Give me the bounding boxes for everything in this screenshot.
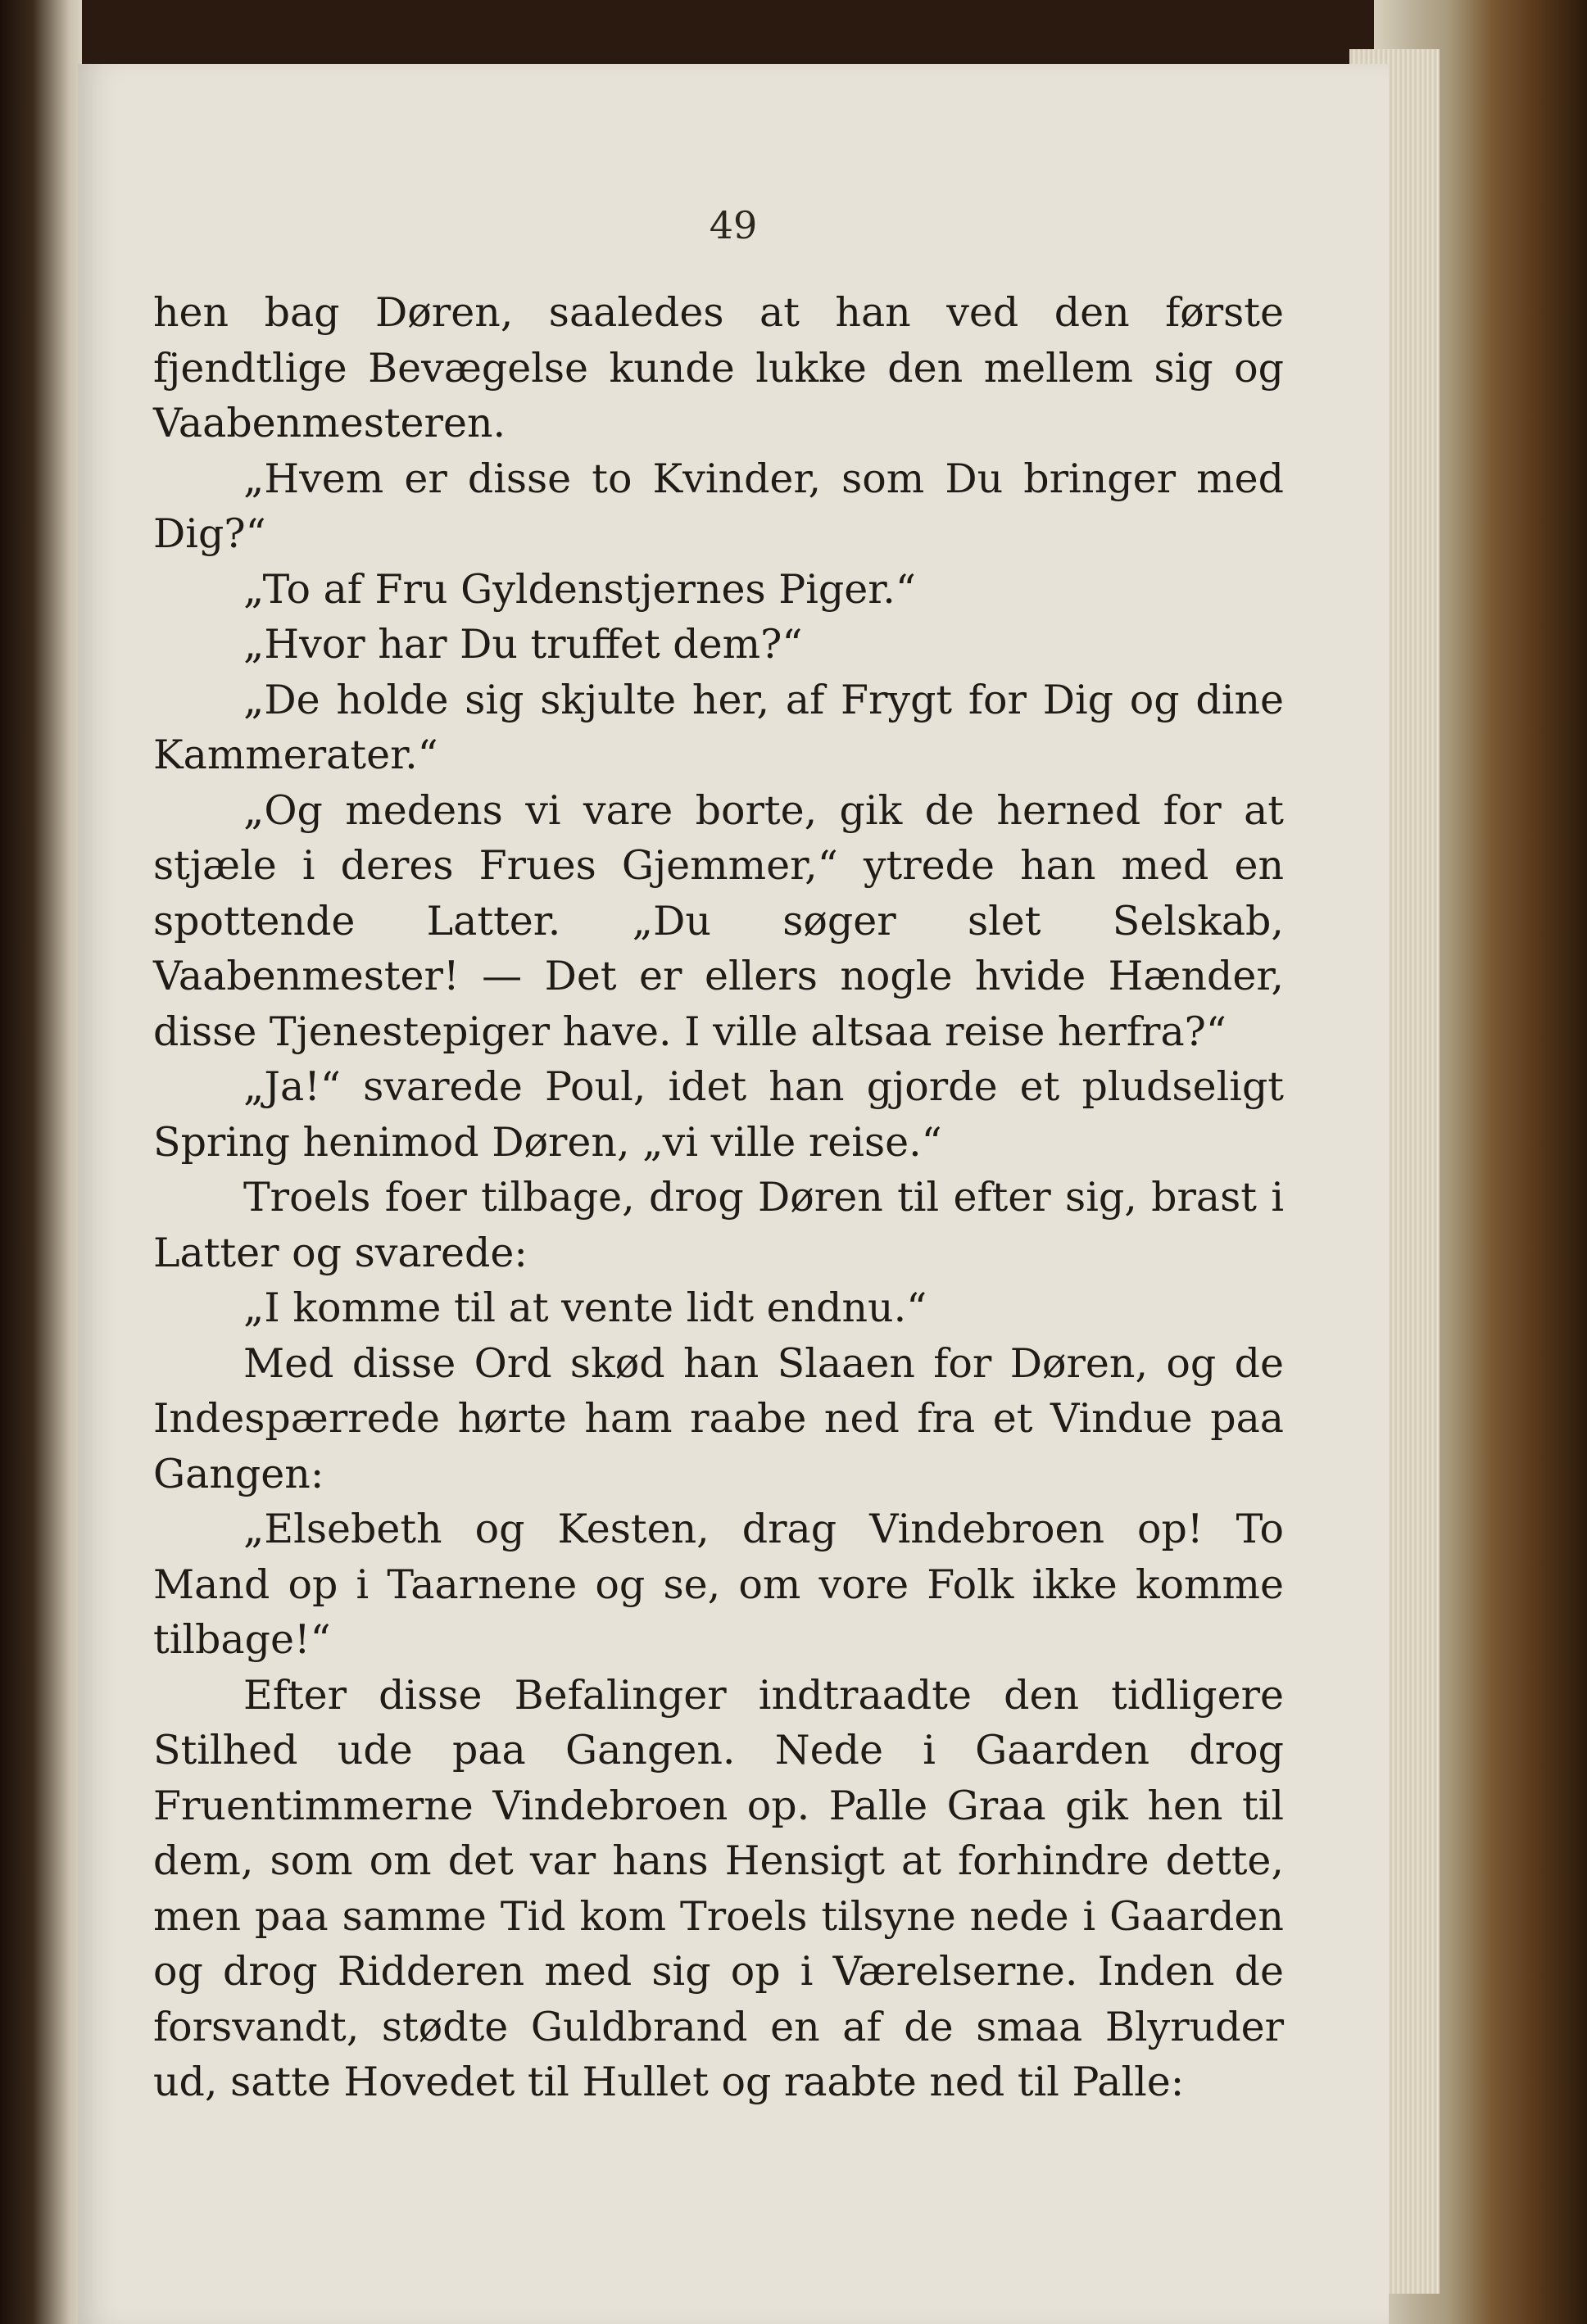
paragraph: „Hvor har Du truffet dem?“ [243,621,803,668]
paragraph: Troels foer tilbage, drog Døren til efter sig, brast i Latter og svarede: [153,1174,1284,1276]
paragraph: „Og medens vi vare borte, gik de herned for at stjæle i deres Frues Gjemmer,“ ytrede han med en spottende Latter. „Du søger slet Selskab, Vaabenmester! — Det er ellers nogle hvide Hænder, disse Tjenestepiger have. I ville altsaa reise herfra?“ [153,786,1284,1055]
book-edge-left [0,0,82,2324]
paragraph: Med disse Ord skød han Slaaen for Døren, og de Indespærrede hørte ham raabe ned fra et Vindue paa Gangen: [153,1339,1284,1497]
paragraph: „De holde sig skjulte her, af Frygt for Dig og dine Kammerater.“ [153,676,1284,778]
paragraph: hen bag Døren, saaledes at han ved den første fjendtlige Bevægelse kunde lukke den mellem sig og Vaabenmesteren. [153,289,1284,446]
book-page [78,64,1389,2324]
paragraph: „Ja!“ svarede Poul, idet han gjorde et pludseligt Spring henimod Døren, „vi ville reise.“ [153,1063,1284,1166]
paragraph: „Elsebeth og Kesten, drag Vindebroen op! To Mand op i Taarnene og se, om vore Folk ikke komme tilbage!“ [153,1506,1284,1663]
body-text [153,285,1284,2110]
paragraph: „To af Fru Gyldenstjernes Piger.“ [243,565,916,613]
paragraph: „Hvem er disse to Kvinder, som Du bringer med Dig?“ [153,455,1284,557]
page-number: 49 [709,203,758,247]
paragraph: Efter disse Befalinger indtraadte den tidligere Stilhed ude paa Gangen. Nede i Gaarden drog Fruentimmerne Vindebroen op. Palle Graa gik hen til dem, som om det var hans Hensigt at forhindre dette, men paa samme Tid kom Troels tilsyne nede i Gaarden og drog Ridderen med sig op i Værelserne. Inden de forsvandt, stødte Guldbrand en af de smaa Blyruder ud, satte Hovedet til Hullet og raabte ned til Palle: [153,1671,1284,2105]
paragraph: „I komme til at vente lidt endnu.“ [243,1284,927,1331]
